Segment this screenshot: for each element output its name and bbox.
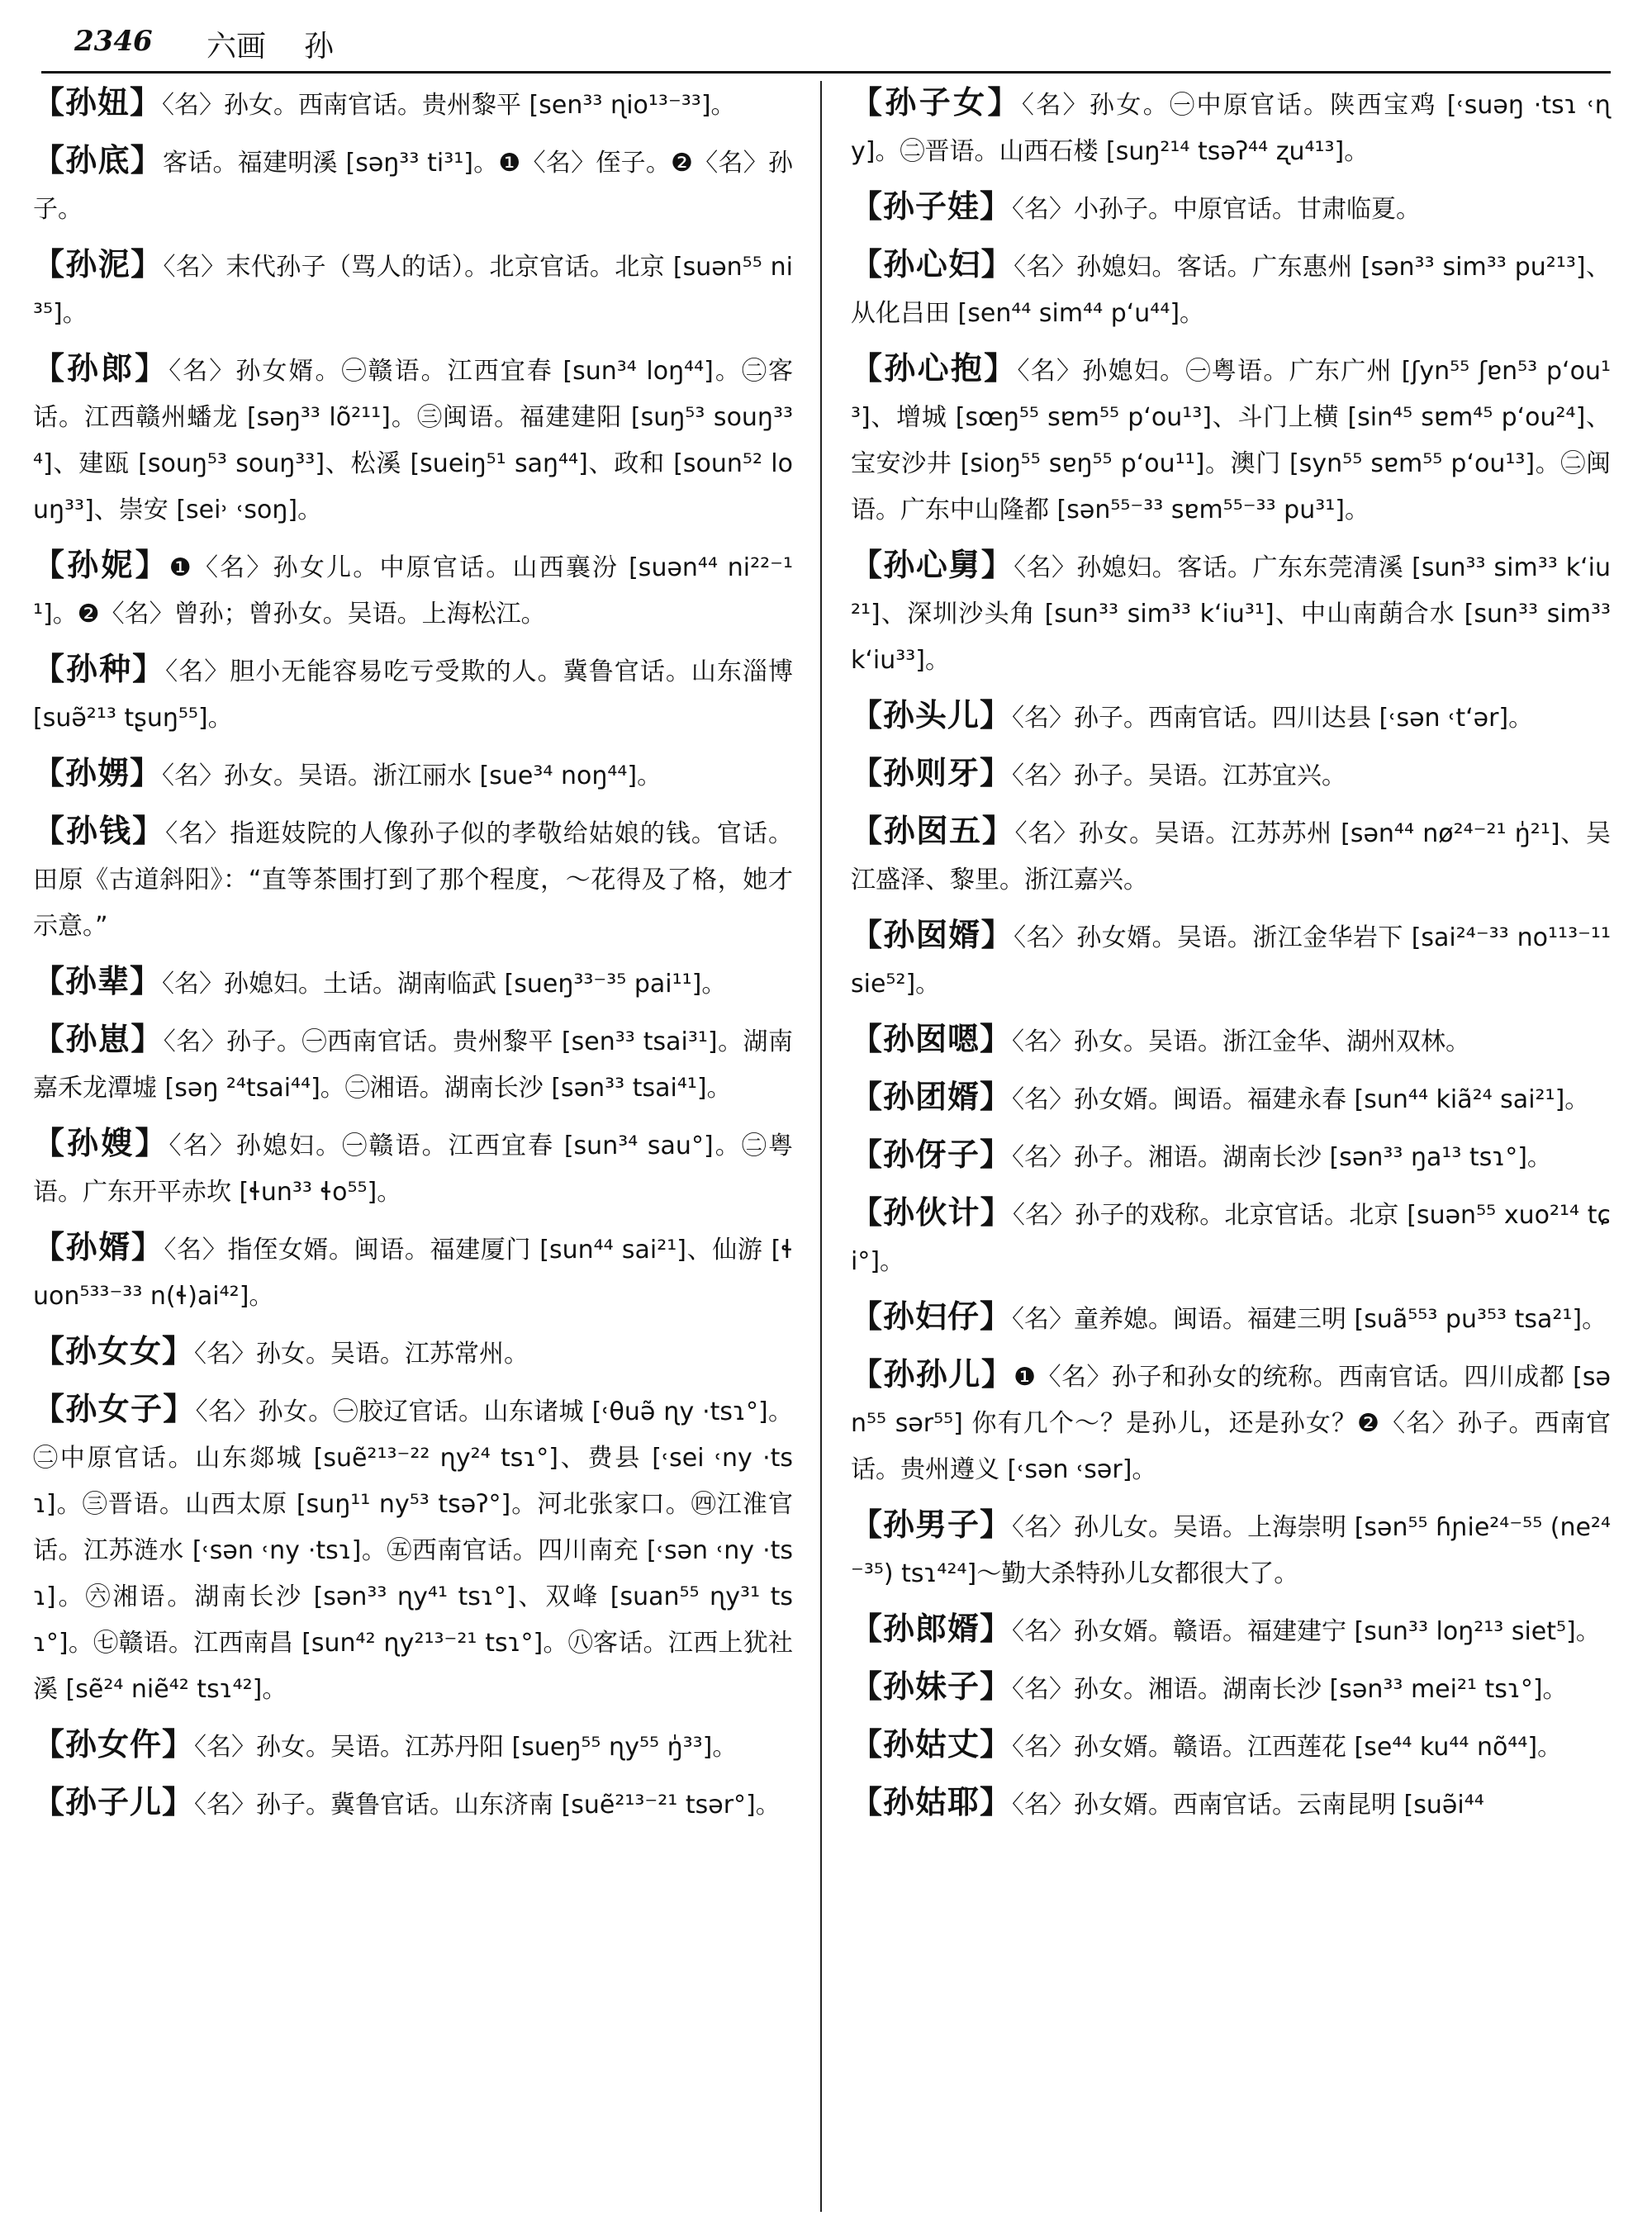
entry-definition: 〈名〉孙女婿。赣语。福建建宁 [sun³³ loŋ²¹³ siet⁵]。 [1012, 1617, 1601, 1646]
entry-headword: 【孙泥】 [33, 246, 164, 282]
entry-definition: 〈名〉孙媳妇。土话。湖南临武 [sueŋ³³⁻³⁵ pai¹¹]。 [162, 970, 727, 999]
entry-definition: 客话。福建明溪 [səŋ³³ ti³¹]。❶〈名〉侄子。❷〈名〉孙子。 [33, 149, 793, 224]
entry-definition: 〈名〉孙女。湘语。湖南长沙 [sən³³ mei²¹ tsɿ°]。 [1012, 1675, 1568, 1704]
right-column [851, 79, 1611, 1837]
dictionary-entry [851, 1721, 1611, 1771]
dictionary-entry [851, 542, 1611, 684]
dictionary-entry [851, 1502, 1611, 1597]
dictionary-entry [33, 1386, 793, 1713]
dictionary-entry [851, 912, 1611, 1008]
dictionary-entry [33, 241, 793, 337]
column-divider [820, 81, 822, 2212]
dictionary-entry [851, 1189, 1611, 1285]
dictionary-entry [33, 1016, 793, 1112]
entry-definition: ❶〈名〉孙女儿。中原官话。山西襄汾 [suən⁴⁴ ni²²⁻¹¹]。❷〈名〉曾孙；曾孙女。吴语。上海松江。 [33, 553, 793, 629]
entry-headword: 【孙钱】 [33, 813, 166, 849]
entry-headword: 【孙囡嗯】 [851, 1021, 1013, 1057]
dictionary-entry [851, 1016, 1611, 1065]
entry-definition: 〈名〉孙女。吴语。江苏常州。 [194, 1340, 529, 1369]
dictionary-entry [33, 750, 793, 799]
dictionary-entry [851, 1351, 1611, 1493]
dictionary-entry [33, 1224, 793, 1320]
entry-headword: 【孙孙儿】 [851, 1356, 1014, 1393]
entry-headword: 【孙则牙】 [851, 755, 1013, 791]
entry-definition: 〈名〉孙儿女。吴语。上海崇明 [sən⁵⁵ ɦɲie²⁴⁻⁵⁵ (ne²⁴⁻³⁵) tsɿ⁴²⁴]～勤大杀特孙儿女都很大了。 [851, 1513, 1611, 1588]
entry-headword: 【孙子娃】 [851, 188, 1013, 225]
dictionary-entry [33, 958, 793, 1008]
entry-definition: 〈名〉胆小无能容易吃亏受欺的人。冀鲁官话。山东淄博 [suə̃²¹³ tʂuŋ⁵⁵]。 [33, 657, 793, 733]
section-label: 六画 [206, 30, 267, 64]
entry-definition: 〈名〉童养媳。闽语。福建三明 [suã⁵⁵³ pu³⁵³ tsa²¹]。 [1012, 1305, 1607, 1334]
entry-definition: 〈名〉小孙子。中原官话。甘肃临夏。 [1012, 195, 1422, 224]
entry-headword: 【孙婿】 [33, 1229, 164, 1265]
entry-headword: 【孙女仵】 [33, 1726, 195, 1763]
entry-definition: 〈名〉孙媳妇。㊀赣语。江西宜春 [sun³⁴ sau°]。㊁粤语。广东开平赤坎 [ɬun³³ ɬo⁵⁵]。 [33, 1132, 793, 1207]
entry-definition: 〈名〉孙子。冀鲁官话。山东济南 [suẽ²¹³⁻²¹ tsər°]。 [194, 1791, 781, 1820]
dictionary-entry [33, 808, 793, 950]
dictionary-entry [33, 1120, 793, 1216]
entry-headword: 【孙伙计】 [851, 1194, 1013, 1231]
entry-headword: 【孙男子】 [851, 1506, 1013, 1543]
dictionary-entry [851, 183, 1611, 233]
entry-definition: ❶〈名〉孙子和孙女的统称。西南官话。四川成都 [sən⁵⁵ sər⁵⁵] 你有几个～？是孙儿，还是孙女？❷〈名〉孙子。西南官话。贵州遵义 [˓sən ˓sər]。 [851, 1363, 1611, 1484]
entry-definition: 〈名〉孙女。㊀中原官话。陕西宝鸡 [˓suəŋ ·tsɿ ˓ɳy]。㊁晋语。山西石楼 [suŋ²¹⁴ tsəʔ⁴⁴ ʐu⁴¹³]。 [851, 91, 1611, 166]
entry-headword: 【孙头儿】 [851, 697, 1013, 733]
entry-definition: 〈名〉孙女。吴语。江苏苏州 [sən⁴⁴ nø²⁴⁻²¹ ŋ̍²¹]、吴江盛泽、黎里。浙江嘉兴。 [851, 819, 1611, 894]
entry-definition: 〈名〉孙女婿。闽语。福建永春 [sun⁴⁴ kiã²⁴ sai²¹]。 [1012, 1085, 1590, 1114]
entry-definition: 〈名〉孙女婿。赣语。江西莲花 [se⁴⁴ ku⁴⁴ nõ⁴⁴]。 [1012, 1733, 1563, 1762]
entry-headword: 【孙嫂】 [33, 1125, 169, 1161]
dictionary-entry [33, 137, 793, 233]
entry-headword: 【孙囡五】 [851, 813, 1015, 849]
dictionary-entry [851, 1663, 1611, 1713]
entry-definition: 〈名〉孙子的戏称。北京官话。北京 [suən⁵⁵ xuo²¹⁴ tɕi°]。 [851, 1201, 1611, 1276]
dictionary-entry [851, 1132, 1611, 1181]
entry-definition: 〈名〉末代孙子（骂人的话）。北京官话。北京 [suən⁵⁵ ni³⁵]。 [33, 253, 793, 328]
entry-definition: 〈名〉孙女。吴语。浙江丽水 [sue³⁴ noŋ⁴⁴]。 [162, 762, 662, 790]
entry-definition: 〈名〉孙子。吴语。江苏宜兴。 [1012, 762, 1347, 790]
dictionary-entry [851, 1074, 1611, 1123]
entry-headword: 【孙心抱】 [851, 350, 1018, 387]
entry-definition: 〈名〉孙女。吴语。浙江金华、湖州双林。 [1012, 1027, 1471, 1056]
dictionary-entry [851, 808, 1611, 904]
entry-headword: 【孙妞】 [33, 84, 163, 121]
entry-definition: 〈名〉指逛妓院的人像孙子似的孝敬给姑娘的钱。官话。田原《古道斜阳》：“直等茶围打到了那个程度，～花得及了格，她才示意。” [33, 819, 793, 941]
entry-headword: 【孙辈】 [33, 963, 163, 999]
entry-headword: 【孙子女】 [851, 84, 1022, 121]
dictionary-entry [851, 79, 1611, 175]
page-header [41, 17, 1611, 74]
dictionary-entry [851, 692, 1611, 742]
entry-headword: 【孙女子】 [33, 1391, 196, 1427]
dictionary-entry [33, 542, 793, 638]
entry-headword: 【孙郎婿】 [851, 1611, 1013, 1647]
entry-definition: 〈名〉孙女婿。㊀赣语。江西宜春 [sun³⁴ loŋ⁴⁴]。㊁客话。江西赣州蟠龙 [səŋ³³ lõ²¹¹]。㊂闽语。福建建阳 [suŋ⁵³ souŋ³³⁴]、建瓯 [souŋ⁵³ souŋ³³]、松溪 [sueiŋ⁵¹ saŋ⁴⁴]、政和 [soun⁵² louŋ³³]、崇安 [sei˒ ˓soŋ]。 [33, 357, 793, 524]
dictionary-entry [33, 79, 793, 129]
entry-headword: 【孙郎】 [33, 350, 169, 387]
entry-headword: 【孙囡婿】 [851, 917, 1014, 953]
dictionary-entry [851, 345, 1611, 534]
entry-headword: 【孙女女】 [33, 1333, 195, 1369]
entry-headword: 【孙妇仔】 [851, 1298, 1013, 1335]
entry-headword: 【孙心妇】 [851, 246, 1014, 282]
dictionary-entry [33, 1779, 793, 1829]
dictionary-entry [851, 241, 1611, 337]
dictionary-entry [33, 1328, 793, 1378]
entry-definition: 〈名〉孙子。㊀西南官话。贵州黎平 [sen³³ tsai³¹]。湖南嘉禾龙潭墟 [səŋ ²⁴tsai⁴⁴]。㊁湘语。湖南长沙 [sən³³ tsai⁴¹]。 [33, 1027, 793, 1103]
page-number: 2346 [74, 25, 153, 58]
dictionary-entry [851, 1779, 1611, 1829]
entry-headword: 【孙种】 [33, 651, 166, 687]
entry-definition: 〈名〉孙女婿。西南官话。云南昆明 [suə̃i⁴⁴ [1012, 1791, 1484, 1820]
entry-definition: 〈名〉指侄女婿。闽语。福建厦门 [sun⁴⁴ sai²¹]、仙游 [ɬuon⁵³³⁻³³ n(ɬ)ai⁴²]。 [33, 1236, 793, 1311]
entry-headword: 【孙妹子】 [851, 1668, 1013, 1705]
entry-headword: 【孙子儿】 [33, 1784, 195, 1820]
left-column [33, 79, 793, 1837]
dictionary-entry [851, 1606, 1611, 1655]
entry-definition: 〈名〉孙女婿。吴语。浙江金华岩下 [sai²⁴⁻³³ no¹¹³⁻¹¹ sie⁵²]。 [851, 923, 1611, 999]
dictionary-entry [33, 1721, 793, 1771]
entry-headword: 【孙心舅】 [851, 547, 1014, 583]
dictionary-entry [851, 1293, 1611, 1343]
dictionary-entry [33, 646, 793, 742]
entry-definition: 〈名〉孙子。湘语。湖南长沙 [sən³³ ŋa¹³ tsɿ°]。 [1012, 1143, 1552, 1172]
entry-definition: 〈名〉孙媳妇。㊀粤语。广东广州 [ʃyn⁵⁵ ʃɐn⁵³ p‘ou¹³]、增城 [sœŋ⁵⁵ sɐm⁵⁵ p‘ou¹³]、斗门上横 [sin⁴⁵ sɐm⁴⁵ p‘ou²⁴]、宝安沙井 [sioŋ⁵⁵ sɐŋ⁵⁵ p‘ou¹¹]。澳门 [syn⁵⁵ sɐm⁵⁵ p‘ou¹³]。㊁闽语。广东中山隆都 [sən⁵⁵⁻³³ sɐm⁵⁵⁻³³ pu³¹]。 [851, 357, 1611, 524]
entry-definition: 〈名〉孙媳妇。客话。广东惠州 [sən³³ sim³³ pu²¹³]、从化吕田 [sen⁴⁴ sim⁴⁴ p‘u⁴⁴]。 [851, 253, 1611, 328]
entry-headword: 【孙崽】 [33, 1021, 164, 1057]
entry-headword: 【孙底】 [33, 142, 163, 178]
entry-headword: 【孙娚】 [33, 755, 163, 791]
entry-definition: 〈名〉孙子。西南官话。四川达县 [˓sən ˓t‘ər]。 [1012, 704, 1534, 733]
entry-definition: 〈名〉孙媳妇。客话。广东东莞清溪 [sun³³ sim³³ k‘iu²¹]、深圳沙头角 [sun³³ sim³³ k‘iu³¹]、中山南蓢合水 [sun³³ sim³³ k‘iu³³]。 [851, 553, 1611, 675]
head-character: 孙 [304, 30, 335, 64]
entry-headword: 【孙伢子】 [851, 1136, 1013, 1173]
entry-headword: 【孙团婿】 [851, 1079, 1013, 1115]
entry-headword: 【孙姑耶】 [851, 1784, 1013, 1820]
dictionary-entry [851, 750, 1611, 799]
dictionary-entry [33, 345, 793, 534]
entry-definition: 〈名〉孙女。㊀胶辽官话。山东诸城 [˓θuə̃ ɳy ·tsɿ°]。㊁中原官话。山东郯城 [suẽ²¹³⁻²² ɳy²⁴ tsɿ°]、费县 [˓sei ˓ny ·tsɿ]。㊂晋语。山西太原 [suŋ¹¹ ny⁵³ tsəʔ°]。河北张家口。㊃江淮官话。江苏涟水 [˓sən ˓ny ·tsɿ]。㊄西南官话。四川南充 [˓sən ˓ny ·tsɿ]。㊅湘语。湖南长沙 [sən³³ ɳy⁴¹ tsɿ°]、双峰 [suan⁵⁵ ɳy³¹ tsɿ°]。㊆赣语。江西南昌 [sun⁴² ɳy²¹³⁻²¹ tsɿ°]。㊇客话。江西上犹社溪 [sẽ²⁴ niẽ⁴² tsɿ⁴²]。 [33, 1397, 793, 1704]
entry-definition: 〈名〉孙女。吴语。江苏丹阳 [sueŋ⁵⁵ ɳy⁵⁵ ŋ̍³³]。 [194, 1733, 738, 1762]
entry-headword: 【孙姑丈】 [851, 1726, 1013, 1763]
entry-headword: 【孙妮】 [33, 547, 169, 583]
entry-definition: 〈名〉孙女。西南官话。贵州黎平 [sen³³ ɳio¹³⁻³³]。 [162, 91, 736, 120]
